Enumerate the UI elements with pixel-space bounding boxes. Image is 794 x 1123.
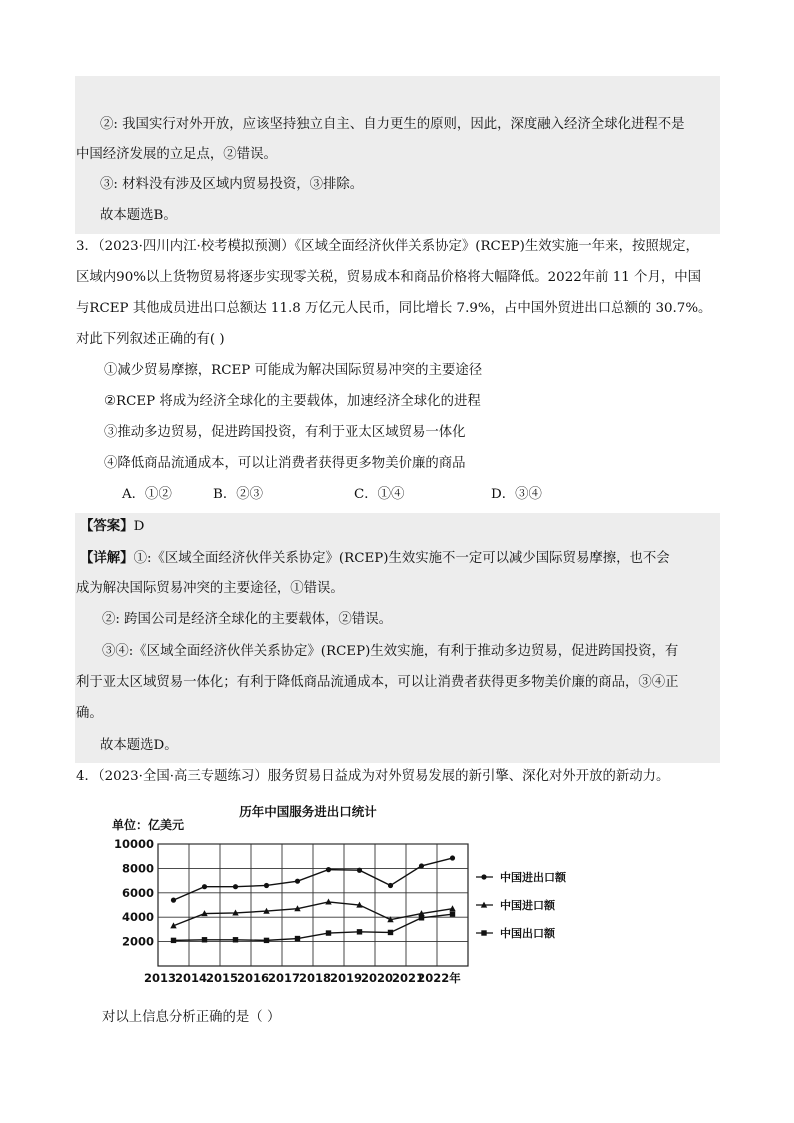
detail-line: ②: 跨国公司是经济全球化的主要载体，②错误。 [102,612,392,627]
data-point-square [450,911,455,916]
answer-line [80,516,144,537]
data-point-circle [171,898,176,903]
answer-value: D [133,519,145,534]
service-trade-line-chart [108,800,588,990]
data-point-square [233,937,238,942]
option-c[interactable]: C．①④ [354,487,405,502]
data-point-circle [326,867,331,872]
data-point-circle [233,884,238,889]
x-tick-label: 2017 [267,971,301,985]
data-point-square [419,915,424,920]
data-point-circle [481,874,486,879]
x-tick-label: 2019 [329,971,363,985]
legend-label: 中国出口额 [500,927,555,940]
data-point-circle [295,879,300,884]
data-point-circle [419,863,424,868]
question-4-stem: 4．（2023·全国·高三专题练习）服务贸易日益成为对外贸易发展的新引擎、深化对外开放的新动力。 [76,769,670,784]
detail-label: 【详解】 [80,550,134,566]
question-3-stem: 与RCEP 其他成员进出口总额达 11.8 万亿元人民币，同比增长 7.9%，占中国外贸进出口总额的 30.7%。 [76,301,712,316]
x-tick-label: 2021 [391,971,425,985]
data-point-square [202,937,207,942]
x-tick-label: 2014 [174,971,208,985]
data-point-square [326,930,331,935]
chart-title: 历年中国服务进出口统计 [239,804,377,819]
explanation-line: ②: 我国实行对外开放，应该坚持独立自主、自力更生的原则，因此，深度融入经济全球化进程不是 [100,117,685,132]
detail-line: 确。 [76,706,103,721]
x-tick-label: 2020 [360,971,394,985]
detail-line: 利于亚太区域贸易一体化；有利于降低商品流通成本，可以让消费者获得更多物美价廉的商品，③④正 [76,675,679,690]
detail-conclusion: 故本题选D。 [100,738,178,753]
x-tick-label: 2013 [143,971,177,985]
option-a[interactable]: A．①② [122,487,172,502]
detail-line: 成为解决国际贸易冲突的主要途径，①错误。 [76,581,344,596]
chart-axes [114,837,461,985]
data-point-circle [388,883,393,888]
data-point-triangle [449,905,455,911]
question-3-stem: 区域内90%以上货物贸易将逐步实现零关税，贸易成本和商品价格将大幅降低。2022年前 11 个月，中国 [76,270,702,285]
y-tick-label: 4000 [121,910,154,925]
explanation-line: 中国经济发展的立足点，②错误。 [76,147,277,162]
chart-ylabel: 单位：亿美元 [112,818,185,832]
y-tick-label: 8000 [121,861,154,876]
detail-text: ①:《区域全面经济伙伴关系协定》(RCEP)生效实施不一定可以减少国际贸易摩擦，也不会 [133,551,670,566]
legend-label: 中国进出口额 [500,871,566,884]
data-point-circle [450,855,455,860]
y-tick-label: 6000 [121,885,154,900]
question-3-stem: 3．（2023·四川内江·校考模拟预测）《区域全面经济伙伴关系协定》(RCEP)生效实施一年来，按照规定， [76,239,699,254]
data-point-square [295,936,300,941]
x-tick-label: 2015 [205,971,239,985]
data-point-square [357,929,362,934]
answer-label: 【答案】 [80,518,134,534]
y-tick-label: 10000 [113,837,154,851]
legend-label: 中国进口额 [500,899,555,912]
data-point-circle [202,884,207,889]
explanation-conclusion: 故本题选B。 [100,208,177,223]
question-3-stem: 对此下列叙述正确的有( ) [76,332,225,347]
data-point-circle [264,883,269,888]
data-point-square [264,938,269,943]
detail-line [80,548,670,569]
explanation-line: ③: 材料没有涉及区域内贸易投资，③排除。 [100,177,364,192]
detail-line: ③④:《区域全面经济伙伴关系协定》(RCEP)生效实施，有利于推动多边贸易，促进跨国投资，有 [102,644,679,659]
chart-legend [476,870,567,940]
option-b[interactable]: B．②③ [213,487,264,502]
statement-2: ②RCEP 将成为经济全球化的主要载体，加速经济全球化的进程 [104,394,481,409]
y-tick-label: 2000 [121,934,154,949]
statement-1: ①减少贸易摩擦，RCEP 可能成为解决国际贸易冲突的主要途径 [104,363,483,378]
statement-3: ③推动多边贸易，促进跨国投资，有利于亚太区域贸易一体化 [104,425,466,440]
data-point-square [481,930,486,935]
option-d[interactable]: D．③④ [491,487,542,502]
data-point-circle [357,868,362,873]
x-tick-label: 2016 [236,971,270,985]
question-4-prompt: 对以上信息分析正确的是（ ） [102,1010,281,1025]
data-point-square [388,930,393,935]
statement-4: ④降低商品流通成本，可以让消费者获得更多物美价廉的商品 [104,456,466,471]
x-tick-label: 2018 [298,971,332,985]
x-tick-label: 2022年 [417,971,461,985]
data-point-square [171,938,176,943]
